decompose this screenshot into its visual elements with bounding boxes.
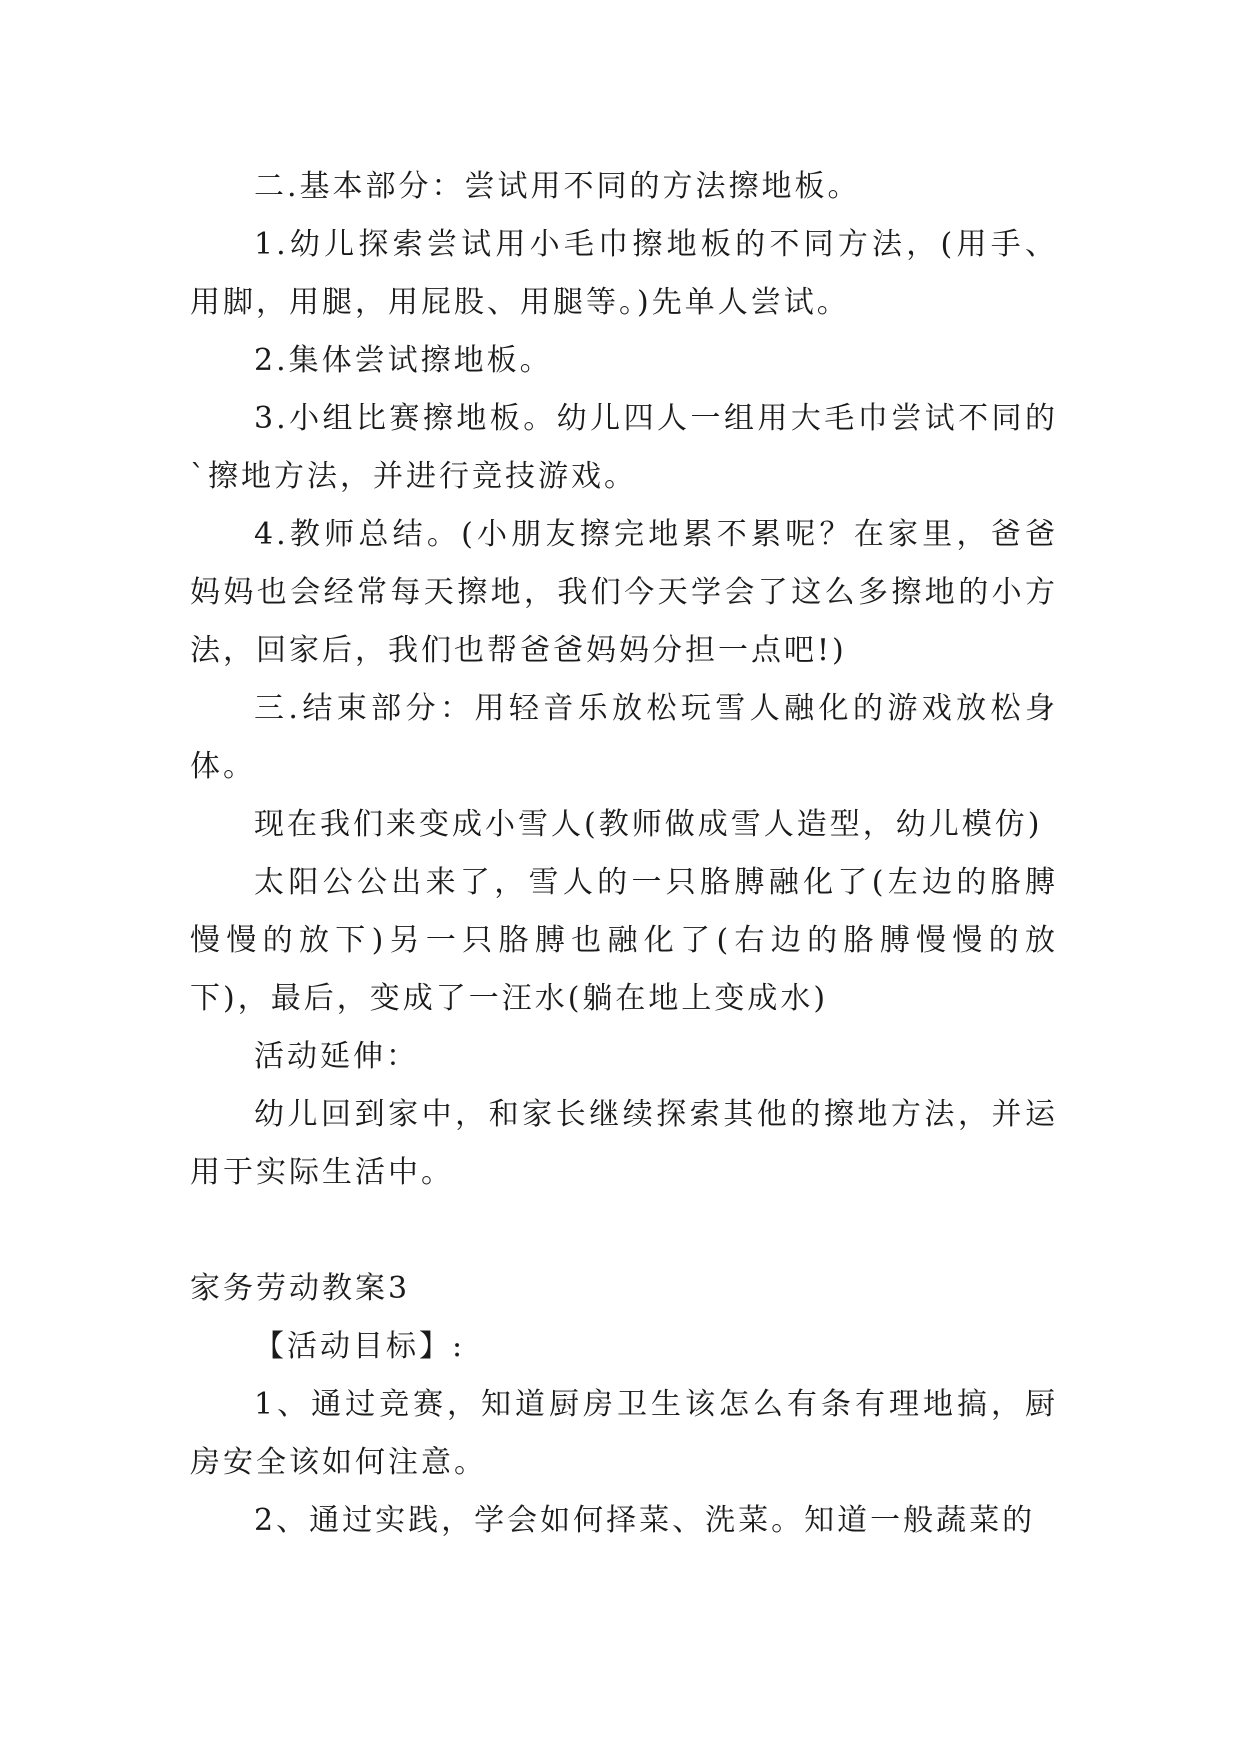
paragraph-goal-1: 1、通过竞赛，知道厨房卫生该怎么有条有理地搞，厨房安全该如何注意。 (190, 1387, 1058, 1480)
paragraph-step-1: 1.幼儿探索尝试用小毛巾擦地板的不同方法，(用手、用脚，用腿，用屁股、用腿等。)先单人尝试。 (190, 227, 1058, 320)
paragraph-snowman-intro: 现在我们来变成小雪人(教师做成雪人造型，幼儿模仿) (254, 807, 1043, 842)
section-title: 家务劳动教案3 (190, 1271, 411, 1306)
paragraph-step-4: 4.教师总结。(小朋友擦完地累不累呢？在家里，爸爸妈妈也会经常每天擦地，我们今天学会了这么多擦地的小方法，回家后，我们也帮爸爸妈妈分担一点吧!) (190, 517, 1058, 668)
paragraph-ending-part: 三.结束部分：用轻音乐放松玩雪人融化的游戏放松身体。 (190, 691, 1058, 784)
paragraph-extension-body: 幼儿回到家中，和家长继续探索其他的擦地方法，并运用于实际生活中。 (190, 1097, 1058, 1190)
paragraph-extension-label: 活动延伸： (254, 1039, 419, 1074)
document-body (190, 158, 1058, 1550)
paragraph-snowman-melt: 太阳公公出来了，雪人的一只胳膊融化了(左边的胳膊慢慢的放下)另一只胳膊也融化了(右边的胳膊慢慢的放下)，最后，变成了一汪水(躺在地上变成水) (190, 865, 1058, 1016)
paragraph-goal-2: 2、通过实践，学会如何择菜、洗菜。知道一般蔬菜的 (254, 1503, 1036, 1538)
paragraph-basic-part: 二.基本部分：尝试用不同的方法擦地板。 (254, 169, 861, 204)
paragraph-step-2: 2.集体尝试擦地板。 (254, 343, 553, 378)
paragraph-goals-label: 【活动目标】: (254, 1329, 466, 1364)
paragraph-step-3: 3.小组比赛擦地板。幼儿四人一组用大毛巾尝试不同的`擦地方法，并进行竞技游戏。 (190, 401, 1058, 494)
